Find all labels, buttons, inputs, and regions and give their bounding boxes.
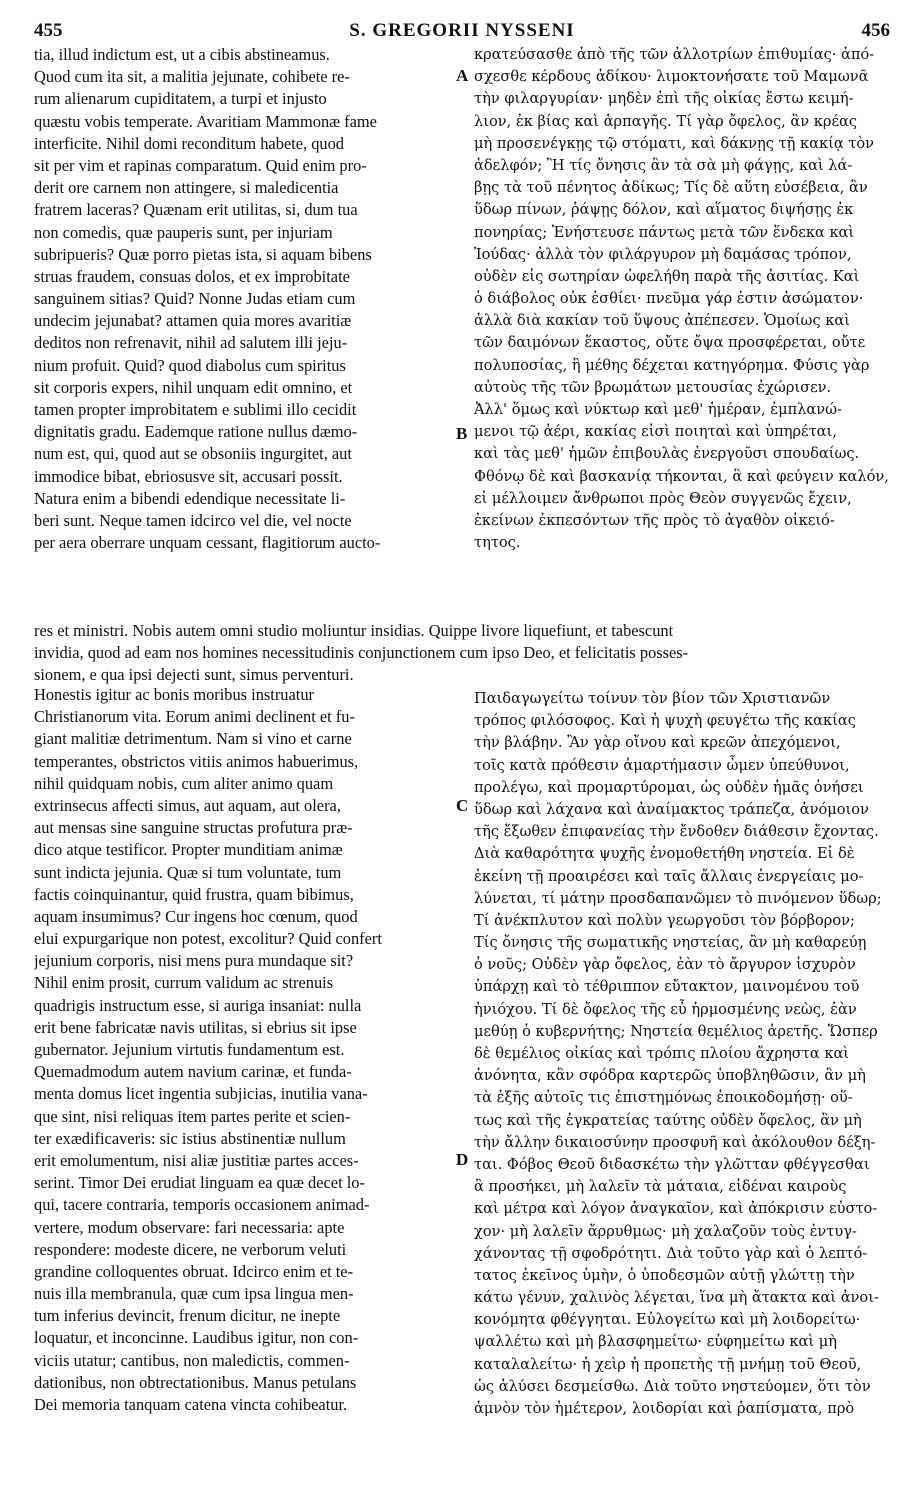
text-line: Τίς ὄνησις τῆς σωματικῆς νηστείας, ἂν μὴ καθαρεύῃ bbox=[474, 934, 867, 952]
text-line: res et ministri. Nobis autem omni studio moliuntur insidias. Quippe livore liquefiunt, et tabescunt bbox=[34, 621, 674, 640]
text-line: dico atque testificor. Propter munditiam animæ bbox=[34, 840, 343, 860]
text-line: Honestis igitur ac bonis moribus instruatur bbox=[34, 685, 314, 704]
text-line: viciis utatur; cantibus, non maledictis, commen- bbox=[34, 1350, 350, 1370]
text-line: Quod cum ita sit, a malitia jejunate, cohibete re- bbox=[34, 67, 350, 87]
text-line: aquam insumimus? Cur ingens hoc cœnum, quod bbox=[34, 906, 358, 926]
text-line: non comedis, quæ pauperis sunt, per injuriam bbox=[34, 222, 333, 242]
text-line: dationibus, non obtrectationibus. Manus petulans bbox=[34, 1372, 357, 1392]
text-line: nuis illa membranula, quæ cum ipsa lingua men- bbox=[34, 1284, 354, 1304]
text-line: μενοι τῷ ἀέρι, κακίας εἰσὶ ποιηταὶ καὶ ὑπηρέται, bbox=[474, 423, 837, 441]
text-line: ὕδωρ πίνων, ῥάψῃς δόλον, καὶ αἵματος διψήσῃς ἐκ bbox=[474, 201, 854, 219]
text-line: factis coinquinantur, quid frustra, quam bibimus, bbox=[34, 884, 354, 904]
text-line: τρόπος φιλόσοφος. Καὶ ἡ ψυχὴ φευγέτω τῆς κακίας bbox=[474, 712, 856, 730]
text-line: Nihil enim prosit, currum validum ac strenuis bbox=[34, 973, 334, 993]
text-line: gubernator. Jejunium virtutis fundamentum est. bbox=[34, 1040, 345, 1059]
latin-column-lower bbox=[34, 684, 460, 1416]
text-line: ὁ διάβολος οὐκ ἐσθίει· πνεῦμα γάρ ἐστιν ἀσώματον· bbox=[474, 290, 864, 308]
text-line: jejunium corporis, nisi mens pura mundaque sit? bbox=[34, 951, 354, 971]
text-line: καταλαλείτω· ἡ χεὶρ ἡ προπετὴς τῇ μνήμῃ τοῦ Θεοῦ, bbox=[474, 1355, 862, 1373]
text-line: προλέγω, καὶ προμαρτύρομαι, ὡς οὐδὲν ἡμᾶς ὀνήσει bbox=[474, 778, 864, 796]
text-line: ἐκείνη τῇ προαιρέσει καὶ ταῖς ἄλλαις ἐνεργείαις μο- bbox=[474, 867, 864, 885]
text-line: Christianorum vita. Eorum animi declinent et fu- bbox=[34, 707, 355, 727]
text-line: τὴν ἄλλην δικαιοσύνην προσφυῆ καὶ ἀκόλουθον δέξη- bbox=[474, 1133, 876, 1151]
text-line: derit ore carnem non attingere, si maledicentia bbox=[34, 178, 339, 198]
text-line: qui, tacere contraria, temporis occasionem animad- bbox=[34, 1195, 370, 1215]
text-line: ter exædificaveris: sic istius abstinentiæ nullum bbox=[34, 1128, 346, 1148]
text-line: sunt indicta jejunia. Quæ si tum voluntate, tum bbox=[34, 862, 342, 882]
latin-column-upper bbox=[34, 44, 460, 554]
text-line: per aera oberrare unquam cessant, flagitiorum aucto- bbox=[34, 533, 381, 553]
text-line: nium profuit. Quid? quod diabolus cum spiritus bbox=[34, 355, 346, 375]
text-line: ὡς ἁλύσει δεσμείσθω. Διὰ τοῦτο νηστεύομεν, ὅτι τὸν bbox=[474, 1377, 871, 1395]
text-line: εἰ μέλλοιμεν ἄνθρωποι πρὸς Θεὸν συγγενῶς ἔχειν, bbox=[474, 489, 852, 507]
text-line: κρατεύσασθε ἀπὸ τῆς τῶν ἀλλοτρίων ἐπιθυμίας· ἀπό- bbox=[474, 46, 875, 63]
text-line: tamen propter improbitatem e sublimi illo cecidit bbox=[34, 400, 357, 419]
text-line: erit emolumentum, nisi aliæ justitiæ partes acces- bbox=[34, 1150, 359, 1170]
text-line: ψαλλέτω καὶ μὴ βλασφημείτω· εὐφημείτω καὶ μὴ bbox=[474, 1333, 837, 1351]
text-line: ται. Φόβος Θεοῦ διδασκέτω τὴν γλῶτταν φθέγγεσθαι bbox=[474, 1155, 870, 1173]
latin-full-width-paragraph bbox=[34, 620, 890, 687]
text-line: elui expurgarique non potest, excolitur? Quid confert bbox=[34, 929, 382, 949]
text-line: deditos non refrenavit, nihil ad salutem illi jeju- bbox=[34, 333, 348, 353]
text-line: λιον, ἐκ βίας καὶ ἁρπαγῆς. Τί γὰρ ὄφελος, ἂν κρέας bbox=[474, 112, 858, 130]
text-line: extrinsecus affecti simus, aut aquam, aut olera, bbox=[34, 795, 341, 815]
text-line: Ἀλλ' ὅμως καὶ νύκτωρ καὶ μεθ' ἡμέραν, ἐμπλανώ- bbox=[474, 401, 842, 418]
text-line: loquatur, et inconcinne. Laudibus igitur, non con- bbox=[34, 1328, 359, 1348]
text-line: μὴ προσενέγκῃς τῷ στόματι, καὶ δάκνῃς τῇ κακίᾳ τὸν bbox=[474, 134, 875, 152]
text-line: dignitatis gradu. Eademque ratione nullus dæmo- bbox=[34, 422, 358, 442]
section-marker-b: B bbox=[456, 424, 468, 443]
page-number-right: 456 bbox=[861, 20, 890, 41]
text-line: struas fraudem, consuas dolos, et ex improbitate bbox=[34, 266, 350, 286]
text-line: rum alienarum cupiditatem, a turpi et injusto bbox=[34, 89, 327, 109]
text-line: καὶ τὰς μεθ' ἡμῶν ἐπιβουλὰς ἐνεργοῦσι σπουδαίως. bbox=[474, 445, 860, 463]
text-line: ἀμνὸν τὸν ἡμέτερον, λοιδορίαι καὶ ῥαπίσματα, πρὸ bbox=[474, 1400, 855, 1417]
greek-column-lower bbox=[474, 688, 890, 1420]
text-line: ἃ προσήκει, μὴ λαλεῖν τὰ μάταια, εἰδέναι καιροὺς bbox=[474, 1178, 847, 1196]
text-line: ὑπάρχῃ καὶ τὸ τέθριππον εὔτακτον, μαινομένου τοῦ bbox=[474, 978, 860, 996]
text-line: ἀνόνητα, κἂν σφόδρα καρτερῶς ὑποβληθῶσιν, ἂν μὴ bbox=[474, 1067, 866, 1085]
text-line: ἡνιόχου. Τί δὲ ὄφελος τῆς εὖ ἡρμοσμένης νεὼς, ἐὰν bbox=[474, 1000, 857, 1018]
text-line: Quemadmodum autem navium carinæ, et funda- bbox=[34, 1062, 352, 1082]
text-line: λύνεται, τί μάτην προσδαπανῶμεν τὸ πινόμενον ὕδωρ; bbox=[474, 889, 882, 907]
text-line: τως καὶ τῆς ἐγκρατείας ταύτης οὐδὲν ὄφελος, ἂν μὴ bbox=[474, 1111, 862, 1129]
greek-column-upper bbox=[474, 44, 890, 554]
running-header bbox=[34, 16, 890, 46]
text-line: κάτω γένυν, χαλινὸς λέγεται, ἵνα μὴ ἄτακτα καὶ ἀνοι- bbox=[474, 1289, 879, 1307]
section-marker-c: C bbox=[456, 796, 469, 815]
text-line: τῆς ἔξωθεν ἐπιφανείας τὴν ἔνδοθεν διάθεσιν ἔχοντας. bbox=[474, 823, 879, 841]
text-line: Διὰ καθαρότητα ψυχῆς ἐνομοθετήθη νηστεία. Εἰ δὲ bbox=[474, 845, 855, 863]
text-line: fratrem laceras? Quænam erit utilitas, si, dum tua bbox=[34, 200, 358, 220]
running-title: S. GREGORII NYSSENI bbox=[349, 20, 575, 41]
text-line: num est, qui, quod aut se obsoniis ingurgitet, aut bbox=[34, 444, 352, 464]
text-line: undecim jejunabat? attamen quia mores avaritiæ bbox=[34, 311, 352, 331]
text-line: temperantes, obstrictos vitiis animos habuerimus, bbox=[34, 751, 359, 771]
text-line: χον· μὴ λαλεῖν ἄρρυθμως· μὴ χαλαζοῦν τοὺς ἐντυγ- bbox=[474, 1222, 857, 1240]
text-line: aut mensas sine sanguine structas profutura præ- bbox=[34, 818, 353, 838]
text-line: beri sunt. Neque tamen idcirco vel die, vel nocte bbox=[34, 510, 352, 530]
text-line: τητος. bbox=[474, 534, 521, 552]
text-line: οὐδὲν εἰς σωτηρίαν ὠφελήθη παρὰ τῆς ἀσιτίας. Καὶ bbox=[474, 267, 860, 285]
text-line: grandine colloquentes obruat. Idcirco enim et te- bbox=[34, 1261, 354, 1281]
text-line: que sint, nisi reliquas item partes perite et scien- bbox=[34, 1106, 351, 1126]
text-line: vertere, modum observare: fari necessaria: apte bbox=[34, 1217, 345, 1237]
text-line: τὰ ἑξῆς αὐτοῖς τις ἐπιστημόνως ἐποικοδομήσῃ· οὕ- bbox=[474, 1089, 853, 1107]
text-line: interficite. Nihil domi reconditum habete, quod bbox=[34, 133, 344, 153]
text-line: τὴν φιλαργυρίαν· μηδὲν ἐπὶ τῆς οἰκίας ἔστω κειμή- bbox=[474, 90, 854, 108]
section-marker-a: A bbox=[456, 66, 469, 85]
text-line: sit per vim et rapinas comparatum. Quid enim pro- bbox=[34, 155, 367, 175]
text-line: τὴν βλάβην. Ἂν γὰρ οἴνου καὶ κρεῶν ἀπεχόμενοι, bbox=[474, 734, 841, 752]
text-line: Τί ἀνέκπλυτον καὶ πολὺν γεωργοῦσι τὸν βόρβορον; bbox=[474, 911, 855, 929]
text-line: ἐκείνων ἐκπεσόντων τῆς πρὸς τὸ ἀγαθὸν οἰκειό- bbox=[474, 511, 835, 529]
text-line: κονόμητα φθέγγηται. Εὐλογείτω καὶ μὴ λοιδορείτω· bbox=[474, 1311, 861, 1329]
text-line: Dei memoria tanquam catena vincta cohibeatur. bbox=[34, 1395, 348, 1414]
text-line: βῃς τὰ τοῦ πένητος ἀδίκως; Τίς δὲ αὕτη εὐσέβεια, ἂν bbox=[474, 179, 868, 197]
text-line: Natura enim a bibendi edendique necessitate li- bbox=[34, 488, 346, 508]
text-line: Παιδαγωγείτω τοίνυν τὸν βίον τῶν Χριστιανῶν bbox=[474, 690, 831, 707]
text-line: καὶ μέτρα καὶ λόγον ἀναγκαῖον, καὶ ἀπόκρισιν εὐστο- bbox=[474, 1200, 878, 1218]
text-line: sionem, e qua ipsi dejecti sunt, simus perventuri. bbox=[34, 665, 354, 685]
text-line: giant malitiæ detrimentum. Nam si vino et carne bbox=[34, 729, 352, 749]
text-line: τατος ἐκεῖνος ὑμὴν, ὁ ὑποδεσμῶν αὐτῇ γλώττῃ τὴν bbox=[474, 1266, 855, 1284]
text-line: πονηρίας; Ἐνήστευσε πάντως μετὰ τῶν ἕνδεκα καὶ bbox=[474, 223, 855, 241]
text-line: immodice bibat, ebriosusve sit, accusari possit. bbox=[34, 466, 343, 486]
text-line: Ἰούδας· ἀλλὰ τὸν φιλάργυρον μὴ δαμάσας τρόπον, bbox=[474, 245, 852, 263]
text-line: πολυποσίας, ἢ μέθης δέχεται κατηγόρημα. Φύσις γὰρ bbox=[474, 356, 870, 374]
text-line: invidia, quod ad eam nos homines necessitudinis conjunctionem cum ipso Deo, et felicitatis posses- bbox=[34, 643, 689, 663]
text-line: menta domus licet ingentia subjicias, inutilia vana- bbox=[34, 1084, 368, 1104]
text-line: Φθόνῳ δὲ καὶ βασκανίᾳ τήκονται, ἃ καὶ φεύγειν καλόν, bbox=[474, 467, 889, 485]
text-line: subripueris? Quæ porro pietas ista, si aquam bibens bbox=[34, 244, 372, 264]
text-line: nihil quidquam nobis, cum aliter animo quam bbox=[34, 773, 334, 793]
text-line: μεθύῃ ὁ κυβερνήτης; Νηστεία θεμέλιος ἀρετῆς. Ὥσπερ bbox=[474, 1022, 878, 1040]
section-marker-d: D bbox=[456, 1150, 469, 1169]
text-line: ὁ νοῦς; Οὐδὲν γὰρ ὄφελος, ἐὰν τὸ ἄργυρον ἰσχυρὸν bbox=[474, 956, 856, 974]
text-line: δὲ θεμέλιος οἰκίας καὶ τρόπις πλοίου ἄχρηστα καὶ bbox=[474, 1045, 850, 1062]
text-line: τοῖς κατὰ πρόθεσιν ἁμαρτήμασιν ὦμεν ὑπεύθυνοι, bbox=[474, 756, 850, 774]
text-line: ἀδελφόν; Ἢ τίς ὄνησις ἂν τὰ σὰ μὴ φάγῃς, καὶ λά- bbox=[474, 156, 853, 174]
text-line: ἀλλὰ διὰ κακίαν τοῦ ὕψους ἀπέπεσεν. Ὁμοίως καὶ bbox=[474, 312, 850, 330]
text-line: τῶν δαιμόνων ἕκαστος, οὔτε ὄψα προσφέρεται, οὔτε bbox=[474, 334, 866, 352]
text-line: respondere: modeste dicere, ne verborum veluti bbox=[34, 1239, 347, 1259]
text-line: erit bene fabricatæ navis utilitas, si ebrius sit ipse bbox=[34, 1017, 357, 1037]
text-line: sit corporis expers, nihil unquam edit omnino, et bbox=[34, 377, 353, 397]
text-line: σχεσθε κέρδους ἀδίκου· λιμοκτονήσατε τοῦ Μαμωνᾶ bbox=[474, 68, 869, 86]
text-line: serint. Timor Dei erudiat linguam ea quæ decet lo- bbox=[34, 1173, 365, 1193]
text-line: sanguinem sitias? Quid? Nonne Judas etiam cum bbox=[34, 289, 356, 309]
text-line: αὐτοὺς τῆς τῶν βρωμάτων μετουσίας ἐχώρισεν. bbox=[474, 378, 832, 396]
text-line: χάνοντας τῇ σφοδρότητι. Διὰ τοῦτο γὰρ καὶ ὁ λεπτό- bbox=[474, 1244, 868, 1262]
text-line: tia, illud indictum est, ut a cibis abstineamus. bbox=[34, 45, 330, 64]
page-number-left: 455 bbox=[34, 20, 63, 41]
text-line: ὕδωρ καὶ λάχανα καὶ ἀναίμακτος τράπεζα, ἀνόμοιον bbox=[474, 800, 869, 818]
text-line: tum inferius devincit, frenum dicitur, ne inepte bbox=[34, 1306, 341, 1326]
text-line: quadrigis instructum esse, si auriga insaniat: nulla bbox=[34, 995, 362, 1015]
text-line: quæstu vobis temperate. Avaritiam Mammonæ fame bbox=[34, 111, 377, 131]
